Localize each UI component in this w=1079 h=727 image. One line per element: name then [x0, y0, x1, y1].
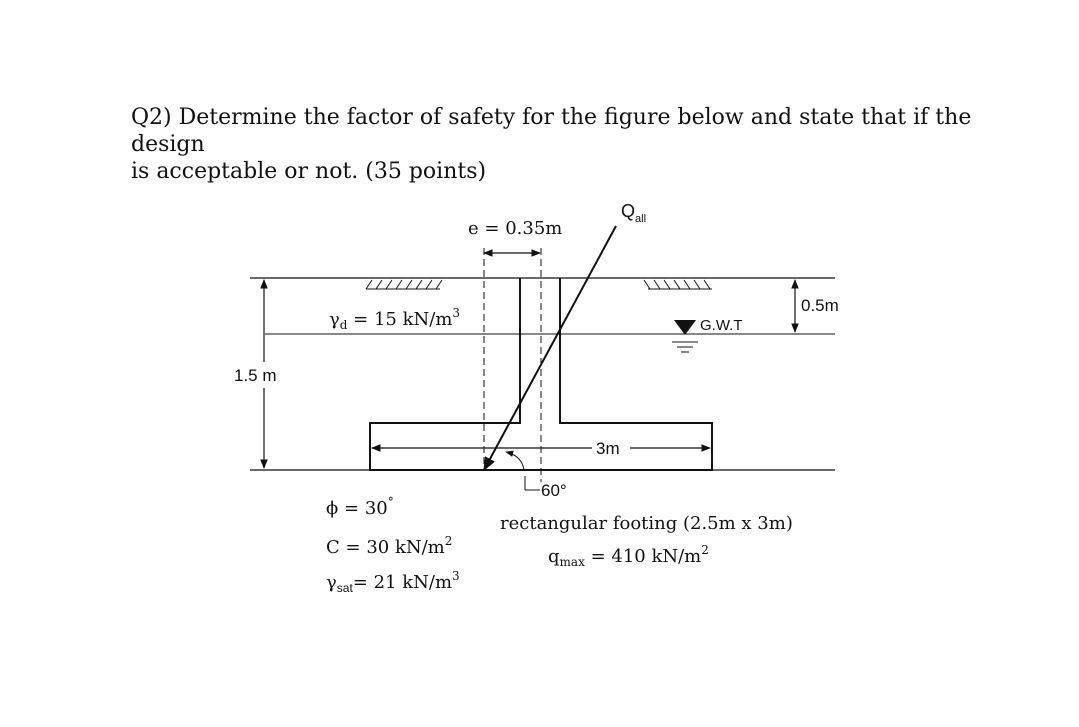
q-max-label: $q_{max} = 410$ $kN/m^2$	[548, 543, 709, 569]
phi-label: ϕ = 30°	[326, 495, 394, 519]
load-angle-label: 60°	[541, 481, 567, 500]
cohesion-label: C = 30 $kN/m^2$	[326, 534, 453, 558]
footing-width-label: 3m	[596, 439, 620, 458]
water-table-depth-label: 0.5m	[801, 296, 839, 315]
question-line-1: Q2) Determine the factor of safety for the figure below and state that if the design	[131, 105, 972, 157]
eccentricity-label: e = 0.35m	[468, 218, 563, 239]
question-line-2: is acceptable or not. (35 points)	[131, 159, 487, 184]
load-arrow	[484, 226, 616, 470]
water-table-label: G.W.T	[700, 317, 743, 334]
foundation-depth-label: 1.5 m	[234, 366, 277, 385]
angle-arc	[506, 452, 524, 470]
sat-unit-weight-label: $\gamma_{sat}= 21$ $kN/m^3$	[326, 569, 460, 595]
water-table-icon	[672, 320, 698, 352]
dry-unit-weight-label: $\gamma_d = 15$ $kN/m^3$	[329, 306, 461, 332]
load-label: $Q_{all}$	[621, 201, 647, 225]
footing-description-label: rectangular footing (2.5m x 3m)	[500, 513, 793, 534]
ground-hatch-right	[644, 280, 712, 289]
ground-hatch-left	[366, 280, 442, 289]
